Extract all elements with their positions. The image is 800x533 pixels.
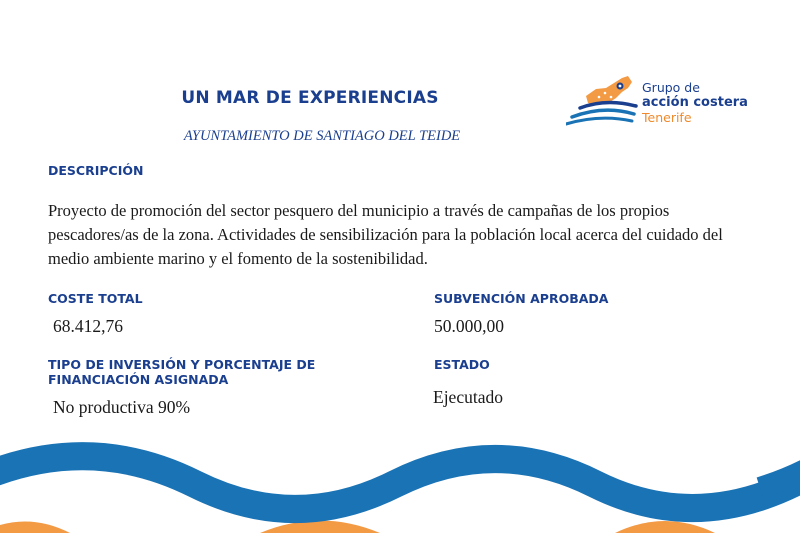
logo-line-1: Grupo de <box>642 80 700 95</box>
coste-total-value: 68.412,76 <box>53 316 123 336</box>
description-label: DESCRIPCIÓN <box>48 163 144 178</box>
page-title: UN MAR DE EXPERIENCIAS <box>181 88 439 108</box>
orange-wave-right <box>615 521 715 533</box>
description-text: Proyecto de promoción del sector pesquero del municipio a través de campañas de los propios pescadores/as de la zona. Actividades de sensibilización para la población local acerca del cuidado del medio ambiente marino y el fomento de la sostenibilidad. <box>48 201 723 268</box>
logo <box>566 74 776 134</box>
tipo-inversion-label: TIPO DE INVERSIÓN Y PORCENTAJE DE FINANCIACIÓN ASIGNADA <box>48 357 316 387</box>
subvencion-value: 50.000,00 <box>434 316 504 336</box>
page-subtitle: AYUNTAMIENTO DE SANTIAGO DEL TEIDE <box>183 128 461 144</box>
logo-line-2: acción costera <box>642 95 748 110</box>
estado-value: Ejecutado <box>433 387 503 407</box>
tipo-inversion-value: No productiva 90% <box>53 397 191 417</box>
logo-line-3: Tenerife <box>642 110 692 125</box>
logo-text <box>642 80 748 125</box>
orange-wave-left <box>0 522 70 533</box>
tenerife-island-waves-icon <box>566 74 642 130</box>
subvencion-label: SUBVENCIÓN APROBADA <box>434 291 609 306</box>
estado-label: ESTADO <box>434 357 490 372</box>
blue-wave-tail <box>760 470 800 488</box>
decorative-waves <box>0 440 800 533</box>
blue-wave <box>0 456 800 509</box>
coste-total-label: COSTE TOTAL <box>48 291 143 306</box>
